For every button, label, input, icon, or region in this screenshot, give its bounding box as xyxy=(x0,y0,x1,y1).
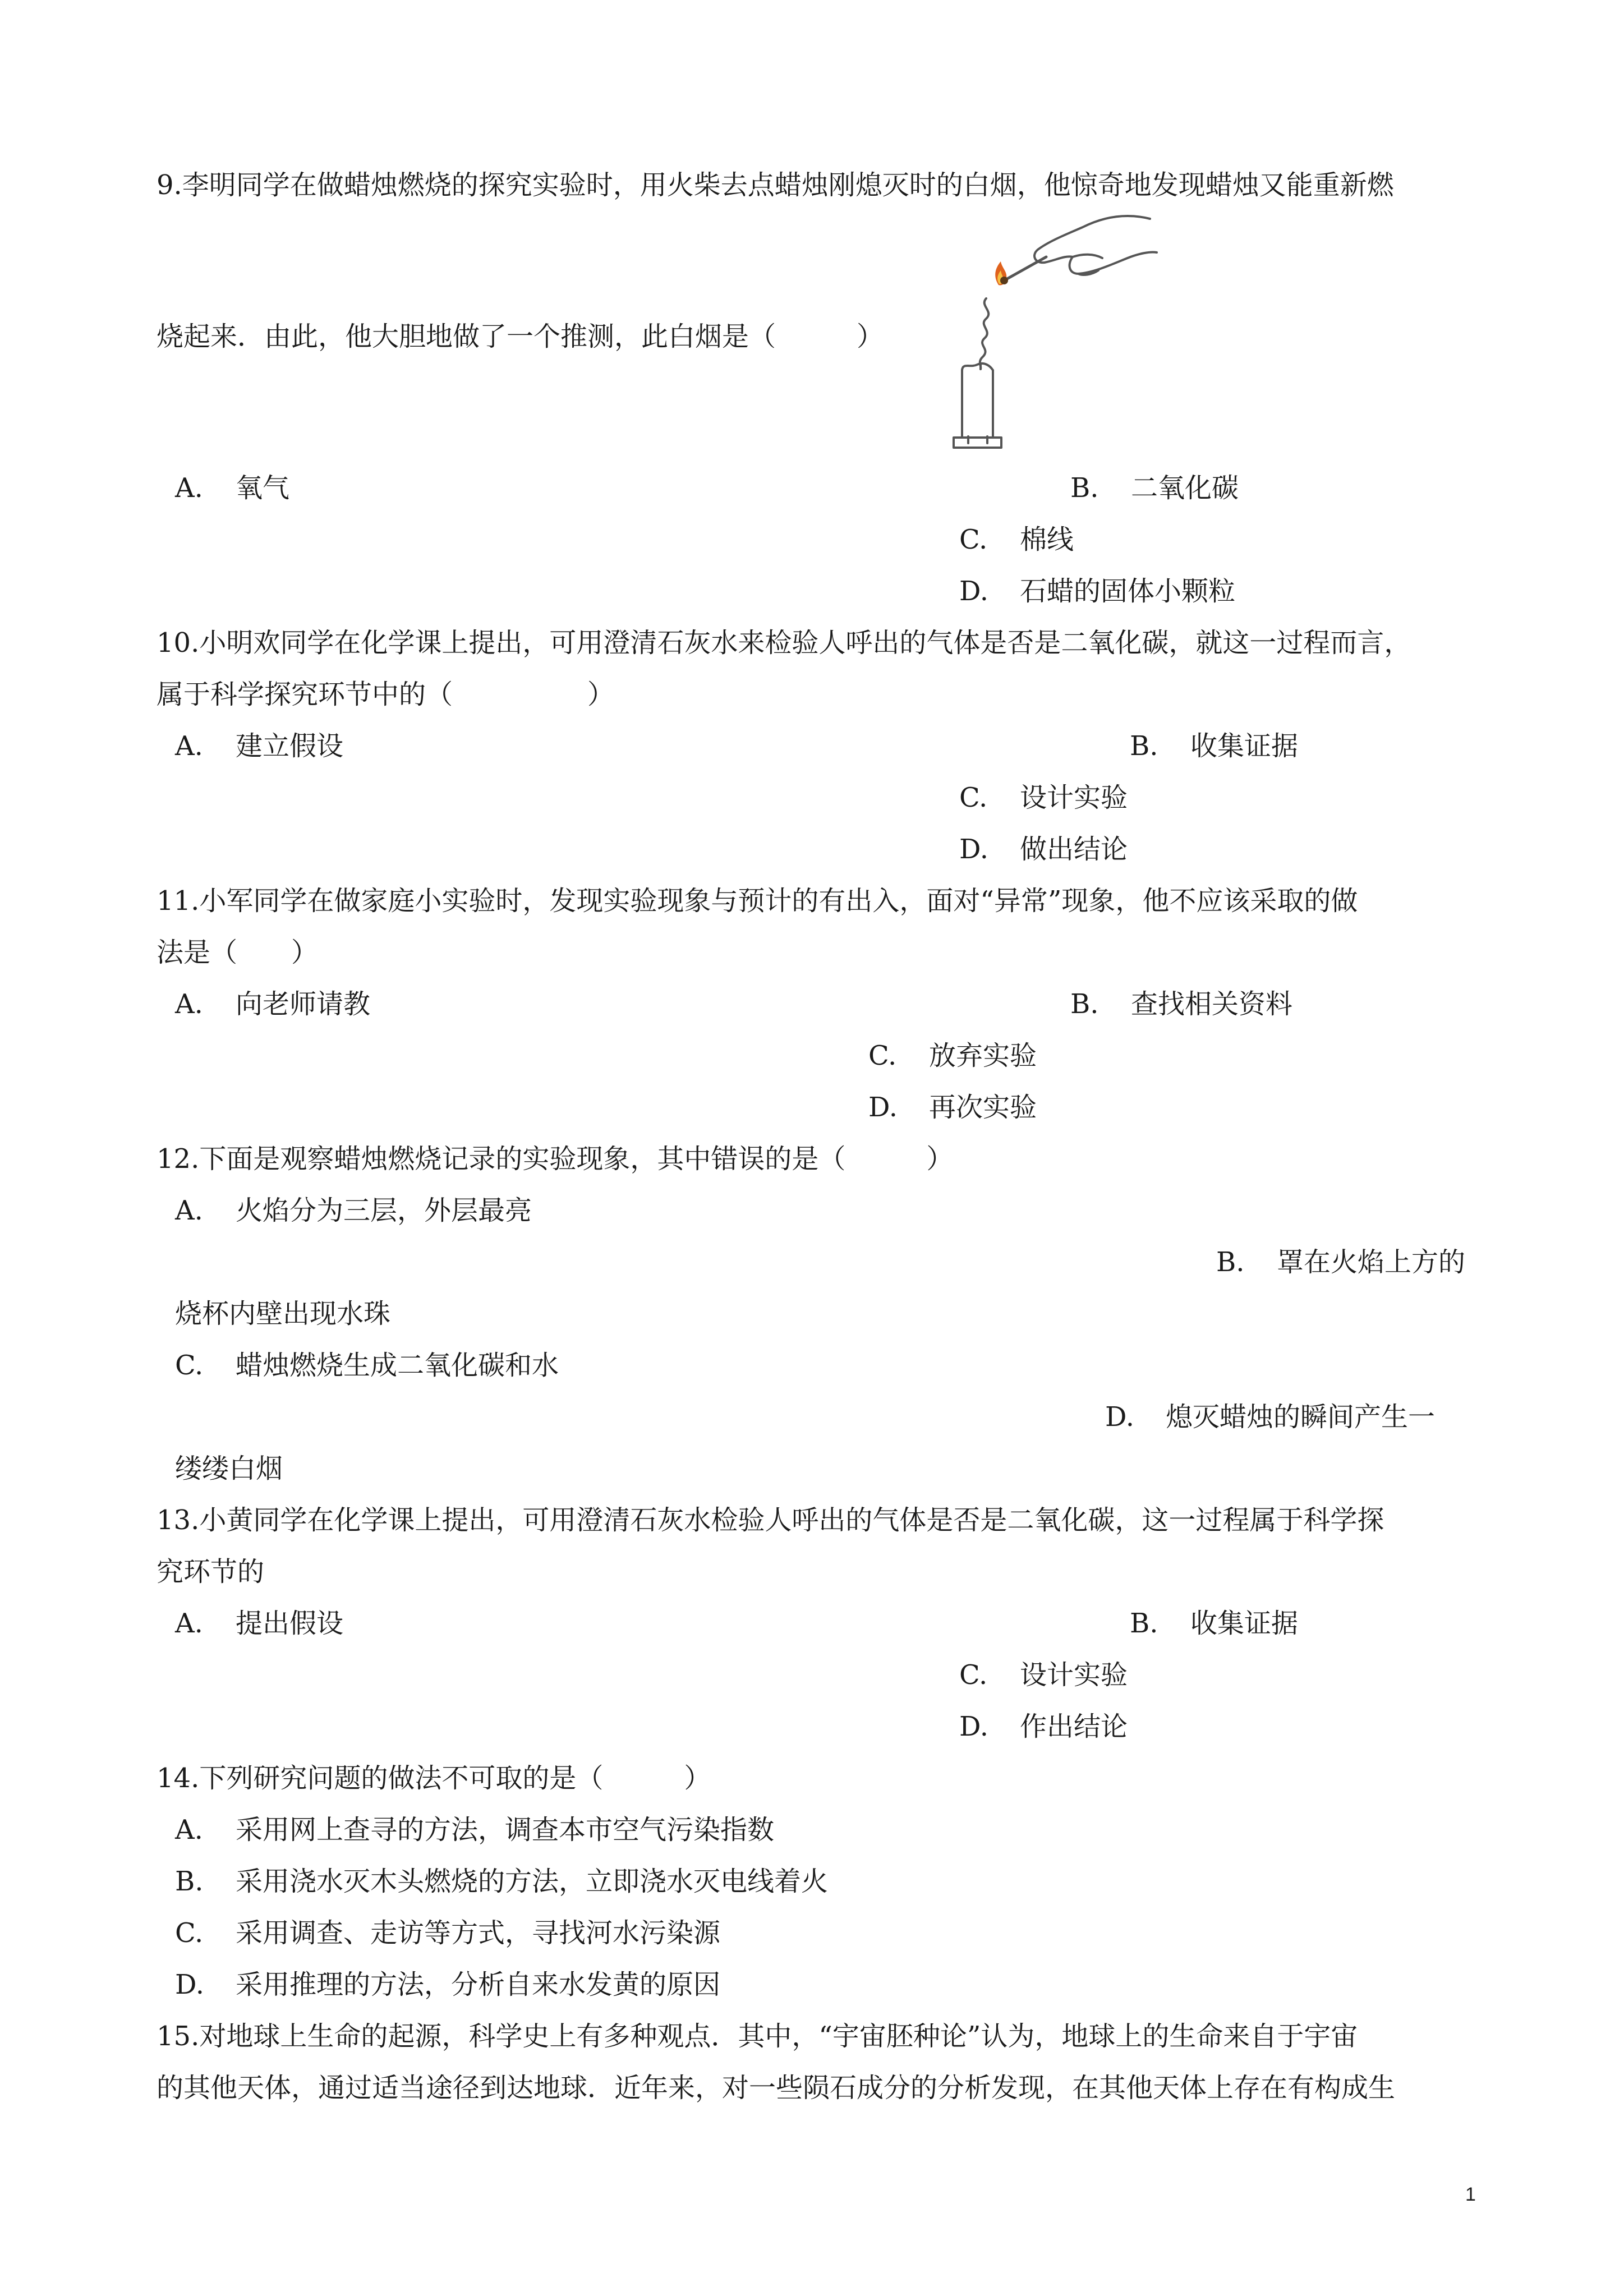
option-a xyxy=(175,1607,343,1640)
option-label: C. xyxy=(959,524,988,555)
option-c xyxy=(959,781,1128,815)
option-text: 罩在火焰上方的 xyxy=(1277,1246,1466,1278)
option-label: A. xyxy=(175,1195,203,1226)
option-text: 收集证据 xyxy=(1190,730,1299,762)
option-label: C. xyxy=(175,1917,204,1949)
question-stem: 15.对地球上生命的起源，科学史上有多种观点．其中，“宇宙胚种论”认为，地球上的生命来自于宇宙 xyxy=(157,2021,1358,2052)
option-text: 设计实验 xyxy=(1020,1659,1128,1691)
option-label: D. xyxy=(959,576,989,607)
option-label: B. xyxy=(175,1866,204,1897)
question-stem: 法是（ ） xyxy=(157,937,319,968)
option-b xyxy=(1216,1245,1465,1279)
option-d xyxy=(959,832,1128,866)
option-a xyxy=(175,987,370,1021)
option-text: 火焰分为三层，外层最亮 xyxy=(236,1195,532,1226)
question-stem: 12.下面是观察蜡烛燃烧记录的实验现象，其中错误的是（ ） xyxy=(157,1143,954,1175)
option-label: C. xyxy=(868,1040,897,1071)
option-label: B. xyxy=(1070,472,1099,504)
option-label: D. xyxy=(959,834,989,865)
option-text: 蜡烛燃烧生成二氧化碳和水 xyxy=(236,1350,559,1381)
option-text: 采用浇水灭木头燃烧的方法，立即浇水灭电线着火 xyxy=(236,1866,829,1897)
option-d xyxy=(175,1968,720,2001)
option-text: 设计实验 xyxy=(1020,782,1128,813)
option-text: 再次实验 xyxy=(929,1092,1037,1123)
option-label: D. xyxy=(1105,1401,1135,1433)
option-text: 二氧化碳 xyxy=(1131,472,1239,504)
option-text: 氧气 xyxy=(236,472,290,504)
option-text: 采用网上查寻的方法，调查本市空气污染指数 xyxy=(236,1814,775,1846)
option-text: 熄灭蜡烛的瞬间产生一 xyxy=(1166,1401,1436,1433)
option-label: B. xyxy=(1130,1608,1158,1639)
option-c xyxy=(959,1658,1128,1692)
option-d-continuation: 缕缕白烟 xyxy=(175,1453,283,1484)
option-label: C. xyxy=(175,1350,204,1381)
option-label: A. xyxy=(175,988,203,1020)
option-a xyxy=(175,1813,774,1847)
option-label: A. xyxy=(175,472,203,504)
option-b xyxy=(1070,471,1239,505)
question-stem: 烧起来．由此，他大胆地做了一个推测，此白烟是（ ） xyxy=(157,321,884,352)
option-label: C. xyxy=(959,1659,988,1691)
question-stem: 10.小明欢同学在化学课上提出，可用澄清石灰水来检验人呼出的气体是否是二氧化碳，就这一过程而言， xyxy=(157,627,1411,659)
question-stem: 11.小军同学在做家庭小实验时，发现实验现象与预计的有出入，面对“异常”现象，他不应该采取的做 xyxy=(157,885,1358,917)
option-label: D. xyxy=(175,1969,205,2000)
page-number: 1 xyxy=(1465,2184,1476,2205)
option-label: A. xyxy=(175,730,203,762)
question-stem: 的其他天体，通过适当途径到达地球．近年来，对一些陨石成分的分析发现，在其他天体上存在有构成生 xyxy=(157,2072,1396,2104)
option-text: 建立假设 xyxy=(236,730,344,762)
option-text: 采用调查、走访等方式，寻找河水污染源 xyxy=(236,1917,721,1949)
option-c xyxy=(175,1349,559,1382)
option-a xyxy=(175,1194,532,1227)
option-text: 提出假设 xyxy=(236,1608,344,1639)
option-a xyxy=(175,471,289,505)
question-stem: 9.李明同学在做蜡烛燃烧的探究实验时，用火柴去点蜡烛刚熄灭时的白烟，他惊奇地发现蜡烛又能重新燃 xyxy=(157,169,1394,201)
option-d xyxy=(1105,1400,1435,1434)
option-label: D. xyxy=(959,1711,989,1742)
option-text: 棉线 xyxy=(1020,524,1074,555)
candle-relight-figure xyxy=(926,202,1161,454)
option-c xyxy=(959,523,1074,556)
option-text: 查找相关资料 xyxy=(1131,988,1293,1020)
option-text: 做出结论 xyxy=(1020,834,1128,865)
option-label: B. xyxy=(1130,730,1158,762)
option-label: B. xyxy=(1216,1246,1245,1278)
option-b xyxy=(1130,729,1298,763)
option-text: 作出结论 xyxy=(1020,1711,1128,1742)
question-stem: 属于科学探究环节中的（ ） xyxy=(157,679,615,710)
question-stem: 14.下列研究问题的做法不可取的是（ ） xyxy=(157,1763,711,1794)
option-label: D. xyxy=(868,1092,898,1123)
option-label: A. xyxy=(175,1814,203,1846)
question-stem: 究环节的 xyxy=(157,1556,265,1588)
option-label: A. xyxy=(175,1608,203,1639)
option-c xyxy=(868,1039,1037,1073)
question-stem: 13.小黄同学在化学课上提出，可用澄清石灰水检验人呼出的气体是否是二氧化碳，这一过程属于科学探 xyxy=(157,1504,1384,1536)
option-c xyxy=(175,1916,720,1950)
option-d xyxy=(959,574,1235,608)
option-text: 采用推理的方法，分析自来水发黄的原因 xyxy=(236,1969,721,2000)
option-d xyxy=(959,1710,1128,1743)
option-b xyxy=(1130,1607,1298,1640)
option-text: 石蜡的固体小颗粒 xyxy=(1020,576,1236,607)
option-text: 放弃实验 xyxy=(929,1040,1037,1071)
option-a xyxy=(175,729,343,763)
option-d xyxy=(868,1091,1037,1124)
option-text: 收集证据 xyxy=(1190,1608,1299,1639)
option-b xyxy=(175,1865,828,1898)
option-label: C. xyxy=(959,782,988,813)
option-b-continuation: 烧杯内壁出现水珠 xyxy=(175,1298,391,1329)
option-text: 向老师请教 xyxy=(236,988,371,1020)
option-label: B. xyxy=(1070,988,1099,1020)
option-b xyxy=(1070,987,1292,1021)
